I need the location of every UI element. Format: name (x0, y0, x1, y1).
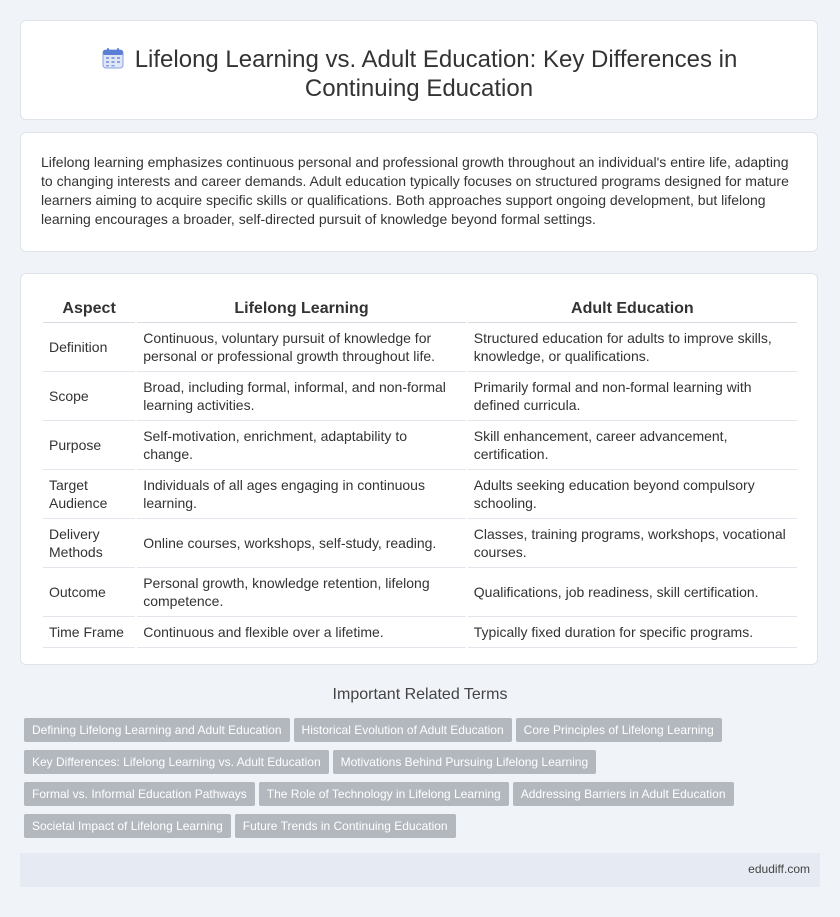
lifelong-cell: Continuous, voluntary pursuit of knowledge for personal or professional growth throughout life. (137, 323, 466, 372)
related-terms-heading: Important Related Terms (332, 686, 508, 703)
aspect-cell: Time Frame (43, 617, 135, 648)
table-row (43, 372, 797, 421)
related-term-tag[interactable]: Formal vs. Informal Education Pathways (24, 782, 255, 806)
table-row (43, 421, 797, 470)
title-line-1: Lifelong Learning vs. Adult Education: Key Differences in (134, 46, 738, 73)
title-line-2: Continuing Education (304, 75, 534, 102)
related-term-tag[interactable]: Future Trends in Continuing Education (235, 814, 456, 838)
intro-card (20, 132, 818, 252)
footer-bar (20, 853, 820, 887)
calendar-icon (101, 46, 125, 70)
lifelong-cell: Broad, including formal, informal, and non-formal learning activities. (137, 372, 466, 421)
lifelong-cell: Continuous and flexible over a lifetime. (137, 617, 466, 648)
footer-site-link[interactable]: edudiff.com (748, 862, 810, 876)
aspect-cell: Target Audience (43, 470, 135, 519)
adult-cell: Classes, training programs, workshops, vocational courses. (468, 519, 797, 568)
adult-cell: Qualifications, job readiness, skill certification. (468, 568, 797, 617)
related-term-tag[interactable]: Core Principles of Lifelong Learning (516, 718, 722, 742)
adult-cell: Adults seeking education beyond compulsory schooling. (468, 470, 797, 519)
related-term-tag[interactable]: The Role of Technology in Lifelong Learning (259, 782, 509, 806)
related-term-tag[interactable]: Defining Lifelong Learning and Adult Education (24, 718, 290, 742)
related-term-tag[interactable]: Historical Evolution of Adult Education (294, 718, 512, 742)
header-lifelong-learning: Lifelong Learning (137, 294, 466, 323)
table-row (43, 617, 797, 648)
table-row (43, 323, 797, 372)
adult-cell: Primarily formal and non-formal learning with defined curricula. (468, 372, 797, 421)
related-term-tag[interactable]: Motivations Behind Pursuing Lifelong Learning (333, 750, 597, 774)
aspect-cell: Definition (43, 323, 135, 372)
adult-cell: Skill enhancement, career advancement, certification. (468, 421, 797, 470)
related-term-tag[interactable]: Key Differences: Lifelong Learning vs. Adult Education (24, 750, 329, 774)
comparison-table (41, 294, 799, 648)
header-aspect: Aspect (43, 294, 135, 323)
aspect-cell: Outcome (43, 568, 135, 617)
aspect-cell: Purpose (43, 421, 135, 470)
comparison-card (20, 273, 818, 665)
related-terms-list (24, 718, 814, 846)
page-title (21, 45, 817, 103)
related-term-tag[interactable]: Addressing Barriers in Adult Education (513, 782, 734, 806)
related-term-tag[interactable]: Societal Impact of Lifelong Learning (24, 814, 231, 838)
lifelong-cell: Personal growth, knowledge retention, lifelong competence. (137, 568, 466, 617)
header-adult-education: Adult Education (468, 294, 797, 323)
aspect-cell: Delivery Methods (43, 519, 135, 568)
adult-cell: Structured education for adults to improve skills, knowledge, or qualifications. (468, 323, 797, 372)
table-row (43, 519, 797, 568)
aspect-cell: Scope (43, 372, 135, 421)
title-card (20, 20, 818, 120)
table-row (43, 470, 797, 519)
lifelong-cell: Self-motivation, enrichment, adaptability to change. (137, 421, 466, 470)
table-row (43, 568, 797, 617)
lifelong-cell: Online courses, workshops, self-study, reading. (137, 519, 466, 568)
intro-paragraph: Lifelong learning emphasizes continuous personal and professional growth throughout an individual's entire life, adapting to changing interests and career demands. Adult education typically focuses on structured programs designed for mature learners aiming to acquire specific skills or qualifications. Both approaches support ongoing development, but lifelong learning encourages a broader, self-directed pursuit of knowledge beyond formal settings. (41, 154, 789, 227)
table-header-row (43, 294, 797, 323)
lifelong-cell: Individuals of all ages engaging in continuous learning. (137, 470, 466, 519)
adult-cell: Typically fixed duration for specific programs. (468, 617, 797, 648)
